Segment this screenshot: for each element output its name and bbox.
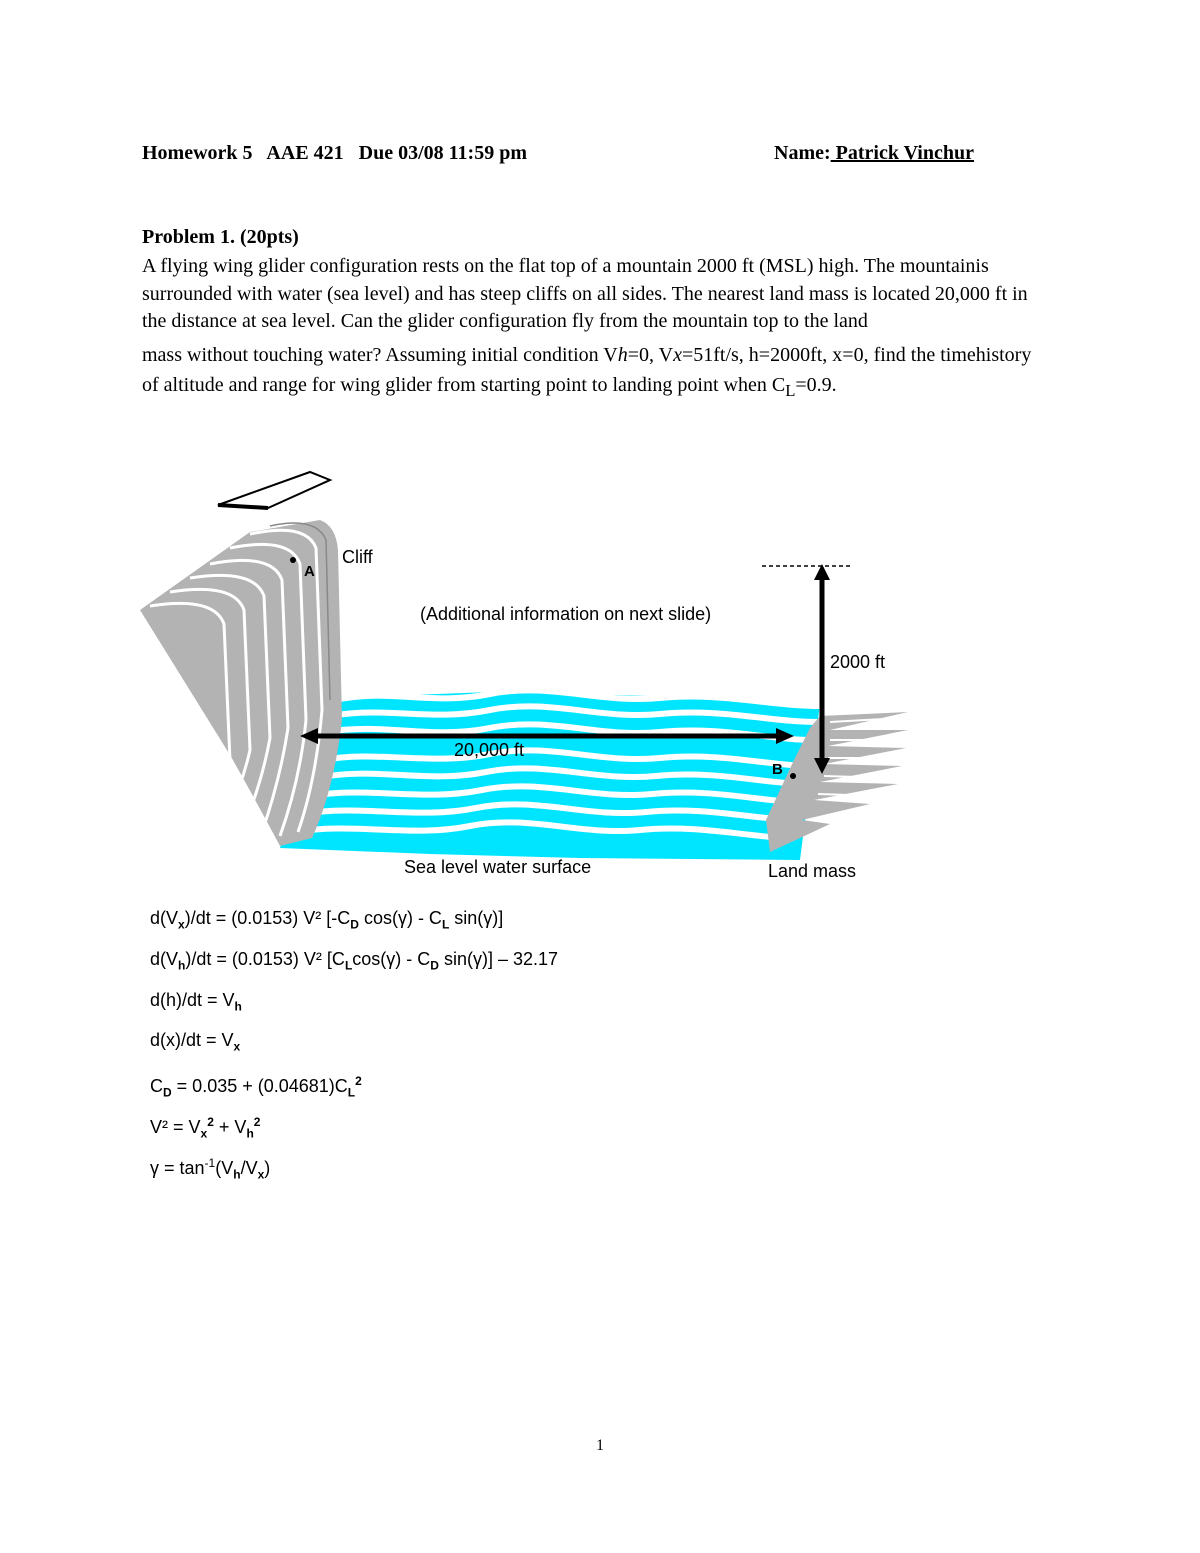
cliff-label: Cliff — [342, 547, 373, 567]
problem-statement — [142, 253, 1047, 406]
problem-paragraph-2: mass without touching water? Assuming initial condition Vh=0, Vx=51ft/s, h=2000ft, x=0, find the timehistory of altitude and range for wing glider from starting point to landing point when $C_L=0.9$. — [142, 343, 1032, 400]
equation-dx-dt: $d(x)/dt = V_x$ — [150, 1030, 241, 1054]
equation-flight-path-angle: $\gamma = \tan^{-1}(V_h/V_x)$ — [150, 1155, 271, 1182]
additional-info-note: (Additional information on next slide) — [420, 604, 712, 624]
homework-title: Homework 5 AAE 421 Due 03/08 11:59 pm — [142, 142, 527, 164]
height-label: 2000 ft — [830, 652, 886, 672]
point-a-marker — [290, 557, 296, 563]
glider-icon — [218, 472, 330, 508]
water-surface-label: Sea level water surface — [404, 857, 592, 877]
equation-drag-coefficient: $C_D = 0.035 + (0.04681)C_L^2$ — [150, 1074, 362, 1100]
equation-dh-dt: $d(h)/dt = V_h$ — [150, 989, 242, 1014]
sea-water — [280, 690, 820, 860]
distance-label: 20,000 ft — [454, 740, 525, 760]
problem-title: Problem 1. (20pts) — [142, 226, 299, 248]
glider-scenario-diagram — [130, 460, 930, 890]
name-label: Name: — [774, 142, 831, 164]
point-a-label: A — [304, 563, 315, 580]
name-value: Patrick Vinchur — [830, 142, 974, 164]
equation-dvh-dt: $d(V_h)/dt = (0.0153)$ V² [$C_L\cos(\gamma) - C_D$ sin(γ)] – 32.17 — [150, 948, 559, 973]
problem-paragraph-1: A flying wing glider configuration rests on the flat top of a mountain 2000 ft (MSL) high. The mountainis surrounded with water (sea level) and has steep cliffs on all sides. The nearest land mass is located 20,000 ft in the distance at sea level. Can the glider configuration fly from the mountain top to the land — [142, 255, 1028, 332]
land-mass-label: Land mass — [768, 861, 857, 881]
equations — [150, 903, 558, 1189]
student-name — [774, 142, 974, 165]
equation-dvx-dt: $d(V_x)/dt = (0.0153)$ V² [$-C_D$ $\cos(\gamma) - C_L$ sin(γ)] — [150, 908, 504, 932]
point-b-label: B — [772, 761, 783, 778]
page-number: 1 — [596, 1437, 604, 1454]
point-b-marker — [790, 773, 796, 779]
equation-velocity-squared: $V^2 = V_x^2 + V_h^2$ — [150, 1114, 261, 1141]
